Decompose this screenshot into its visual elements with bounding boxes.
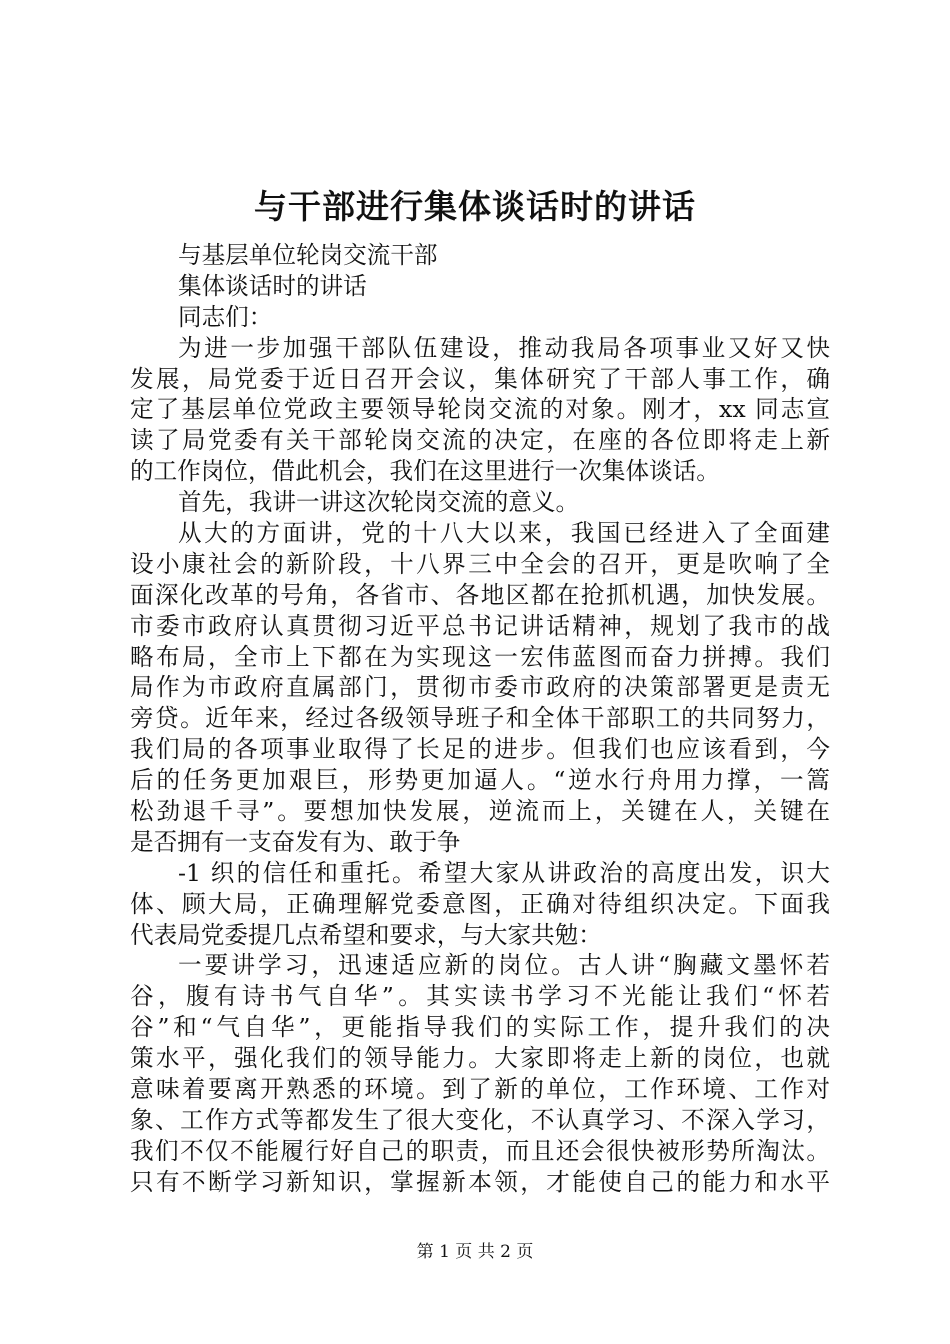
- text-line: 发展，局党委于近日召开会议，集体研究了干部人事工作，确: [130, 364, 830, 393]
- text-line: 略布局，全市上下都在为实现这一宏伟蓝图而奋力拼搏。我们: [130, 642, 830, 671]
- text-line: 谷，腹有诗书气自华”。其实读书学习不光能让我们“怀若: [130, 982, 830, 1011]
- text-line: 设小康社会的新阶段，十八界三中全会的召开，更是吹响了全: [130, 549, 830, 578]
- text-line: 象、工作方式等都发生了很大变化，不认真学习、不深入学习，: [130, 1105, 830, 1134]
- text-line: 的工作岗位，借此机会，我们在这里进行一次集体谈话。: [130, 457, 720, 486]
- text-line: 一要讲学习，迅速适应新的岗位。古人讲“胸藏文墨怀若: [178, 951, 830, 980]
- text-line: 意味着要离开熟悉的环境。到了新的单位，工作环境、工作对: [130, 1075, 830, 1104]
- text-line: 是否拥有一支奋发有为、敢于争: [130, 827, 461, 856]
- text-line: 我们不仅不能履行好自己的职责，而且还会很快被形势所淘汰。: [130, 1136, 830, 1165]
- text-line: 市委市政府认真贯彻习近平总书记讲话精神，规划了我市的战: [130, 611, 830, 640]
- text-line: 从大的方面讲，党的十八大以来，我国已经进入了全面建: [178, 519, 830, 548]
- text-line: 我们局的各项事业取得了长足的进步。但我们也应该看到，今: [130, 735, 830, 764]
- text-line: 读了局党委有关干部轮岗交流的决定，在座的各位即将走上新: [130, 426, 830, 455]
- text-line: 旁贷。近年来，经过各级领导班子和全体干部职工的共同努力，: [130, 704, 830, 733]
- text-line: 体、顾大局，正确理解党委意图，正确对待组织决定。下面我: [130, 889, 830, 918]
- text-line: 同志们：: [178, 302, 273, 331]
- text-line: 为进一步加强干部队伍建设，推动我局各项事业又好又快: [178, 333, 830, 362]
- text-line: -1 织的信任和重托。希望大家从讲政治的高度出发，识大: [178, 858, 830, 887]
- text-line: 松劲退千寻”。要想加快发展，逆流而上，关键在人，关键在: [130, 797, 830, 826]
- text-line: 面深化改革的号角，各省市、各地区都在抢抓机遇，加快发展。: [130, 580, 830, 609]
- document-body: [130, 240, 830, 1198]
- page-footer: 第 1 页 共 2 页: [416, 1242, 534, 1262]
- text-line: 与基层单位轮岗交流干部: [178, 241, 438, 269]
- text-line: 定了基层单位党政主要领导轮岗交流的对象。刚才，xx 同志宣: [130, 395, 830, 424]
- document-title: 与干部进行集体谈话时的讲话: [254, 187, 696, 226]
- text-line: 集体谈话时的讲话: [178, 271, 367, 300]
- text-line: 局作为市政府直属部门，贯彻市委市政府的决策部署更是责无: [130, 673, 830, 702]
- text-line: 代表局党委提几点希望和要求，与大家共勉：: [130, 920, 602, 949]
- text-line: 策水平，强化我们的领导能力。大家即将走上新的岗位，也就: [130, 1044, 830, 1073]
- text-line: 后的任务更加艰巨，形势更加逼人。“逆水行舟用力撑，一篙: [130, 766, 830, 795]
- text-line: 首先，我讲一讲这次轮岗交流的意义。: [178, 488, 580, 517]
- text-line: 谷”和“气自华”，更能指导我们的实际工作，提升我们的决: [130, 1013, 830, 1042]
- text-line: 只有不断学习新知识，掌握新本领，才能使自己的能力和水平: [130, 1167, 830, 1196]
